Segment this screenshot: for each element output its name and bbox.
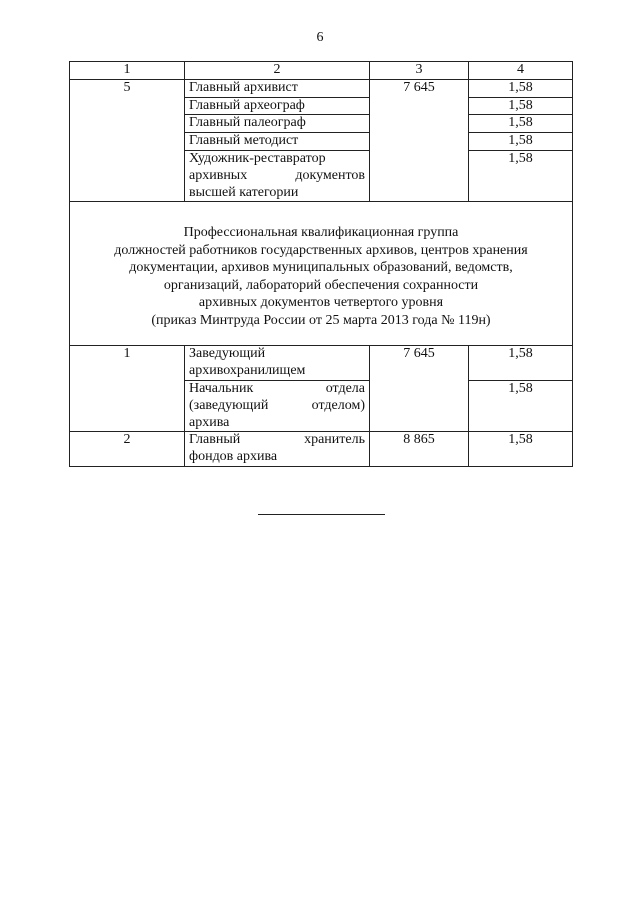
coefficient-value: 1,58 [469,133,573,151]
page-number: 6 [316,30,324,45]
salary-value: 7 645 [370,346,469,432]
position-line: (заведующий отделом) [189,397,365,413]
salary-table [69,61,573,467]
position-line: архивохранилищем [189,363,306,379]
end-divider [258,514,385,515]
salary-value: 7 645 [370,79,469,202]
header-cell-2: 2 [185,62,370,80]
group-title-line: (приказ Минтруда России от 25 марта 2013 года № 119н) [151,312,491,328]
group-title [70,202,573,346]
qualification-level: 5 [70,79,185,202]
table-row [70,432,573,467]
coefficient-value: 1,58 [469,115,573,133]
position-name [185,380,370,431]
group-title-line: Профессиональная квалификационная группа [183,225,459,241]
group-title-line: архивных документов четвертого уровня [198,295,444,311]
qualification-level: 1 [70,346,185,432]
position-line: высшей категории [189,184,299,200]
position-line: Заведующий [189,346,266,362]
group-title-line: документации, архивов муниципальных образований, ведомств, [129,260,513,276]
position-line: архива [189,414,230,430]
table-row [70,79,573,97]
position-line: архивных документов [189,167,365,183]
position-line: Начальник отдела [189,380,365,396]
coefficient-value: 1,58 [469,150,573,201]
header-cell-1: 1 [70,62,185,80]
position-name: Главный методист [185,133,370,151]
header-cell-4: 4 [469,62,573,80]
group-title-line: организаций, лабораторий обеспечения сохранности [163,277,479,293]
qualification-level: 2 [70,432,185,467]
position-line: фондов архива [189,449,278,465]
position-name [185,346,370,381]
coefficient-value: 1,58 [469,380,573,431]
header-cell-3: 3 [370,62,469,80]
position-name: Главный археограф [185,97,370,115]
table-row [70,346,573,381]
position-name [185,432,370,467]
position-name: Главный палеограф [185,115,370,133]
group-title-line: должностей работников государственных архивов, центров хранения [114,242,528,258]
position-name [185,150,370,201]
group-title-row [70,202,573,346]
coefficient-value: 1,58 [469,432,573,467]
position-line: Главный хранитель [189,432,365,448]
position-name: Главный архивист [185,79,370,97]
table-header-row [70,62,573,80]
coefficient-value: 1,58 [469,97,573,115]
coefficient-value: 1,58 [469,346,573,381]
coefficient-value: 1,58 [469,79,573,97]
salary-value: 8 865 [370,432,469,467]
position-line: Художник-реставратор [189,150,326,166]
